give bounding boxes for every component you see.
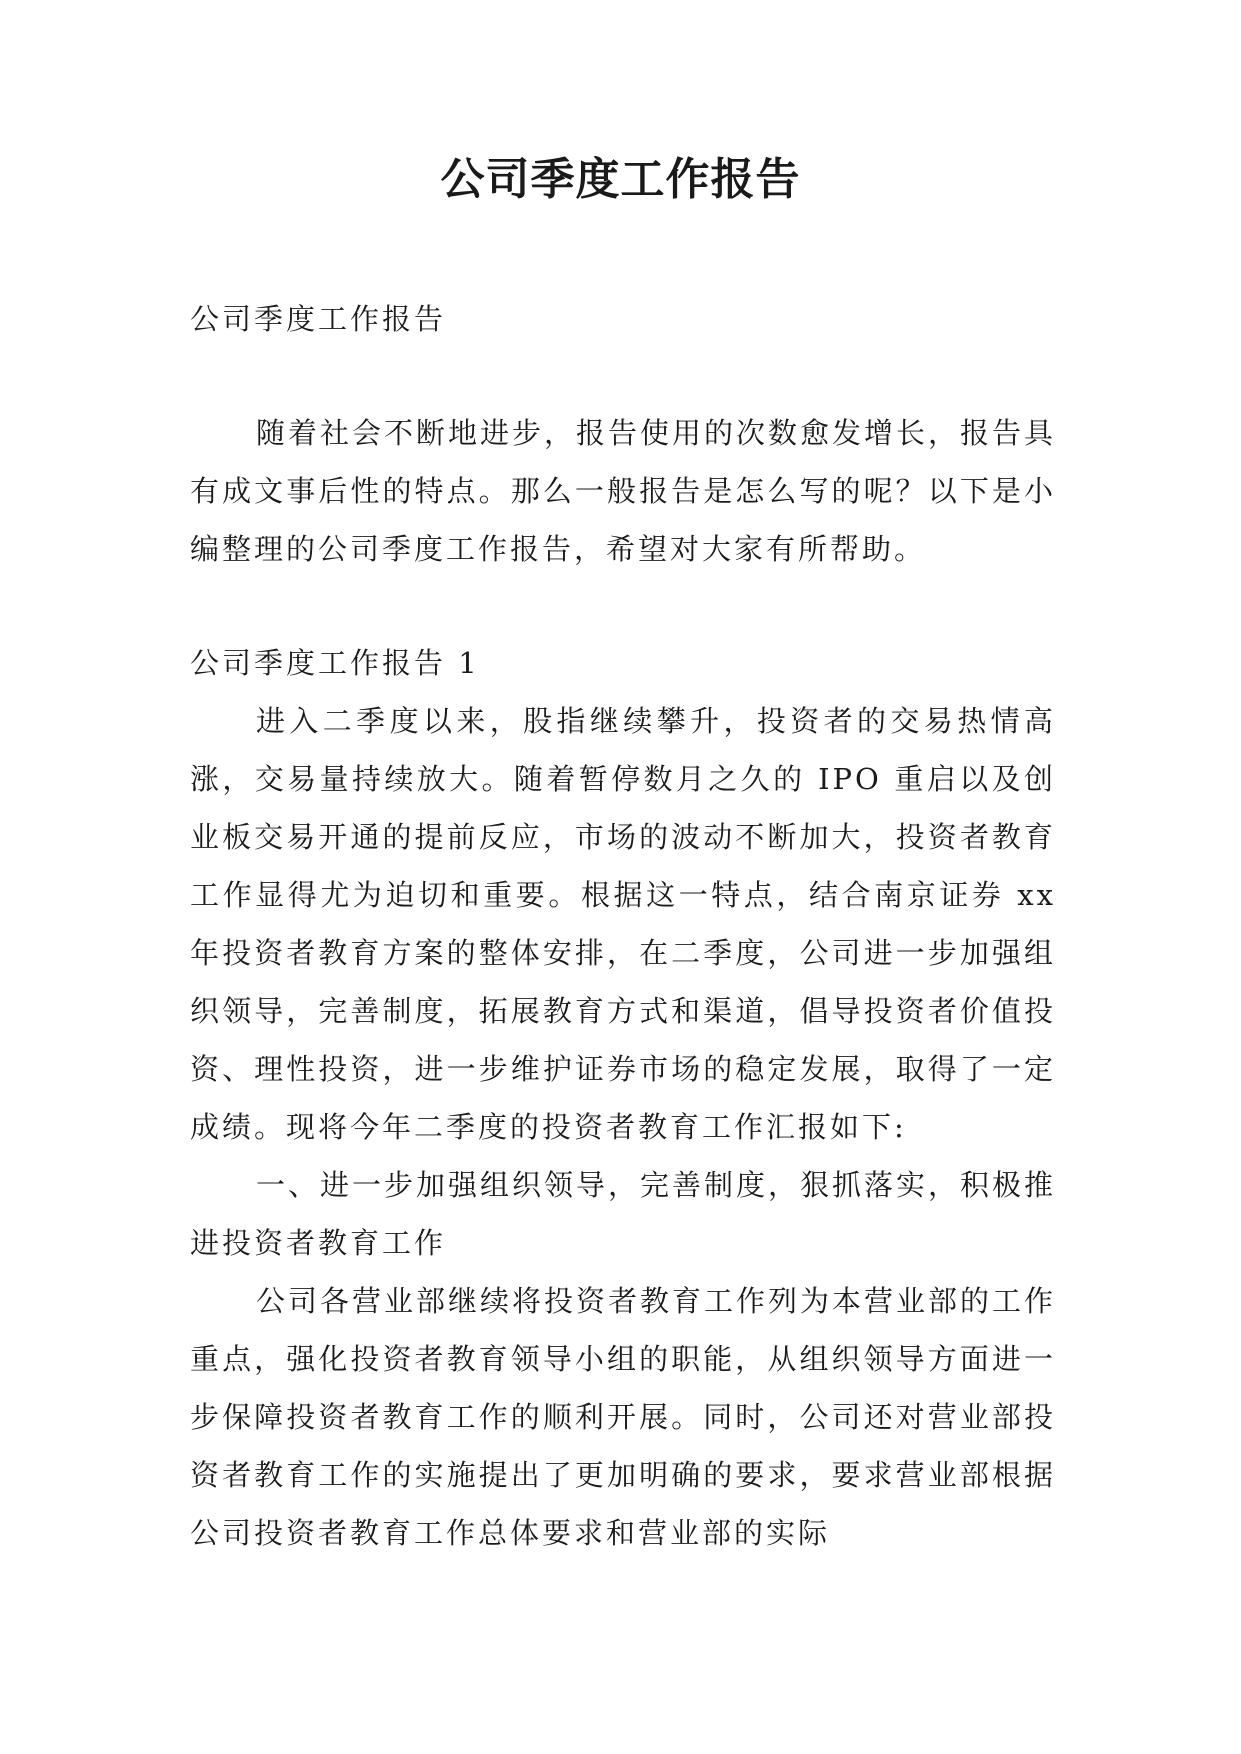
section-heading: 公司季度工作报告 1 <box>190 646 480 680</box>
document-title: 公司季度工作报告 <box>440 154 801 205</box>
document-subtitle: 公司季度工作报告 <box>190 302 447 336</box>
intro-paragraph: 随着社会不断地进步，报告使用的次数愈发增长，报告具有成文事后性的特点。那么一般报告是怎么写的呢？以下是小编整理的公司季度工作报告，希望对大家有所帮助。 <box>190 416 1057 566</box>
body-paragraph: 一、进一步加强组织领导，完善制度，狠抓落实，积极推进投资者教育工作 <box>190 1168 1057 1260</box>
document-body <box>190 290 1056 1562</box>
body-paragraph: 进入二季度以来，股指继续攀升，投资者的交易热情高涨，交易量持续放大。随着暂停数月之久的 IPO 重启以及创业板交易开通的提前反应，市场的波动不断加大，投资者教育工作显得尤为迫切和重要。根据这一特点，结合南京证券 xx 年投资者教育方案的整体安排，在二季度，公司进一步加强组织领导，完善制度，拓展教育方式和渠道，倡导投资者价值投资、理性投资，进一步维护证券市场的稳定发展，取得了一定成绩。现将今年二季度的投资者教育工作汇报如下: <box>190 704 1056 1144</box>
body-paragraph: 公司各营业部继续将投资者教育工作列为本营业部的工作重点，强化投资者教育领导小组的职能，从组织领导方面进一步保障投资者教育工作的顺利开展。同时，公司还对营业部投资者教育工作的实施提出了更加明确的要求，要求营业部根据公司投资者教育工作总体要求和营业部的实际 <box>190 1284 1057 1550</box>
